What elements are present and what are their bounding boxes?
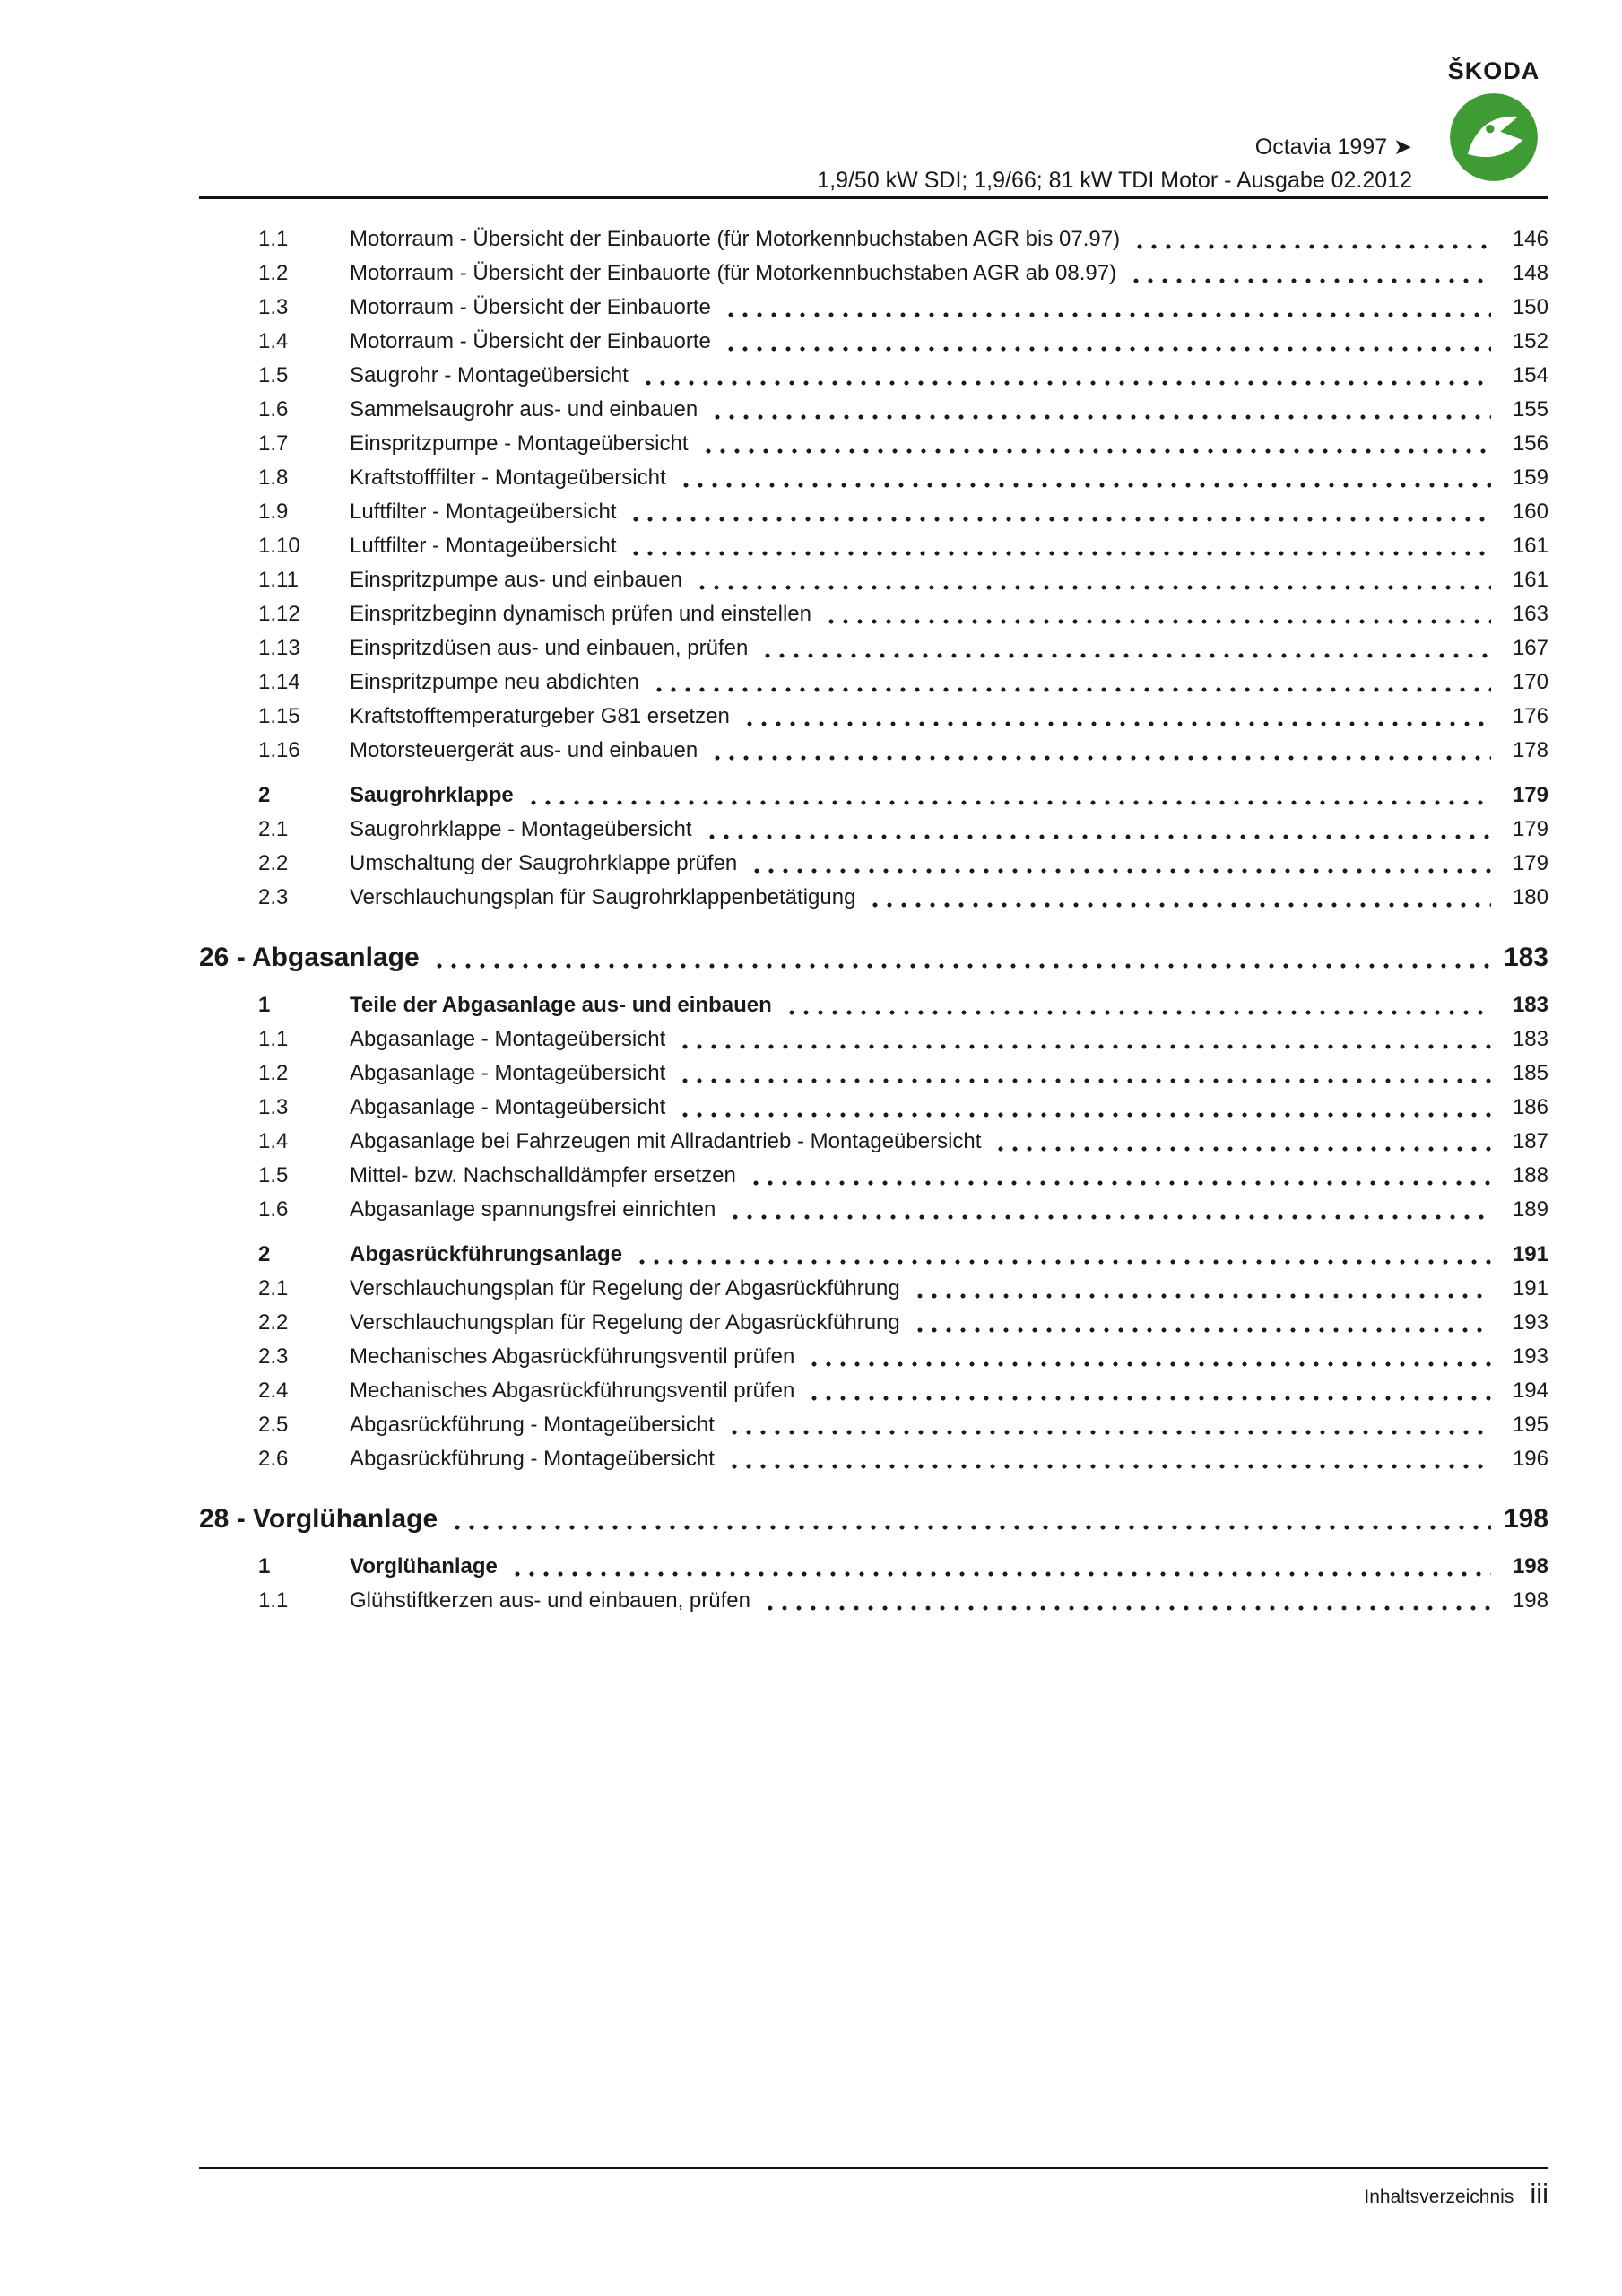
toc-entry-title: Saugrohrklappe	[350, 783, 514, 807]
toc-page-number: 152	[1512, 329, 1548, 353]
toc-page-number: 198	[1503, 1504, 1548, 1534]
toc-row	[199, 700, 1548, 734]
toc-row	[199, 1193, 1548, 1227]
toc-row	[199, 495, 1548, 529]
toc-entry-number: 1.10	[258, 534, 300, 558]
toc-page-number: 179	[1512, 783, 1548, 807]
toc-entry-number: 1.13	[258, 636, 300, 660]
toc-entry-title: Kraftstofftemperaturgeber G81 ersetzen	[350, 704, 730, 728]
toc-entry-number: 2.2	[258, 1310, 289, 1335]
toc-row	[199, 1159, 1548, 1193]
dotted-leader	[868, 902, 1491, 908]
toc-page-number: 183	[1512, 1027, 1548, 1051]
toc-entry-number: 1.3	[258, 295, 289, 319]
toc-row	[199, 597, 1548, 631]
dotted-leader	[526, 800, 1491, 805]
toc-entry-title: Verschlauchungsplan für Regelung der Abgasrückführung	[350, 1310, 900, 1335]
toc-page-number: 183	[1503, 943, 1548, 972]
toc-page-number: 189	[1512, 1197, 1548, 1222]
toc-entry-title: Einspritzpumpe neu abdichten	[350, 670, 639, 694]
toc-entry-number: 2.3	[258, 1344, 289, 1369]
dotted-leader	[629, 551, 1491, 556]
toc-page-number: 155	[1512, 397, 1548, 422]
toc-row	[199, 393, 1548, 427]
footer-label: Inhaltsverzeichnis	[1364, 2187, 1514, 2207]
toc-page-number: 167	[1512, 636, 1548, 660]
skoda-logo-icon	[1447, 91, 1540, 184]
toc-row	[199, 938, 1548, 978]
toc-entry-title: Einspritzpumpe - Montageübersicht	[350, 431, 689, 456]
dotted-leader	[695, 585, 1491, 590]
toc-entry-number: 1.8	[258, 465, 289, 490]
toc-row	[199, 1306, 1548, 1340]
footer	[199, 2178, 1548, 2210]
header	[817, 131, 1412, 197]
toc-page-number: 160	[1512, 500, 1548, 524]
footer-page-number: iii	[1530, 2178, 1548, 2209]
toc-entry-title: Verschlauchungsplan für Saugrohrklappenbetätigung	[350, 885, 856, 909]
toc-entry-number: 1.9	[258, 500, 289, 524]
toc-entry-number: 1.1	[258, 227, 289, 251]
toc-entry-title: Mechanisches Abgasrückführungsventil prüfen	[350, 1344, 795, 1369]
toc-entry-title: Abgasanlage bei Fahrzeugen mit Allradantrieb - Montageübersicht	[350, 1129, 982, 1153]
dotted-leader	[432, 963, 1491, 969]
toc-entry-number: 2.4	[258, 1378, 289, 1403]
dotted-leader	[760, 653, 1491, 658]
toc-page-number: 161	[1512, 534, 1548, 558]
toc-entry-title: Motorraum - Übersicht der Einbauorte (für Motorkennbuchstaben AGR bis 07.97)	[350, 227, 1121, 251]
toc-entry-title: Motorraum - Übersicht der Einbauorte	[350, 329, 711, 353]
dotted-leader	[724, 346, 1491, 352]
toc-page-number: 191	[1512, 1276, 1548, 1300]
toc-entry-title: Sammelsaugrohr aus- und einbauen	[350, 397, 698, 422]
dotted-leader	[641, 380, 1491, 386]
toc-entry-title: Luftfilter - Montageübersicht	[350, 500, 617, 524]
toc-row	[199, 665, 1548, 700]
brand-name: ŠKODA	[1447, 57, 1540, 84]
toc-entry-number: 2.5	[258, 1413, 289, 1437]
toc-row	[199, 1442, 1548, 1476]
toc-row	[199, 291, 1548, 325]
toc-entry-title: Abgasanlage - Montageübersicht	[350, 1027, 666, 1051]
toc-page-number: 156	[1512, 431, 1548, 456]
toc-page-number: 187	[1512, 1129, 1548, 1153]
toc-entry-number: 1.12	[258, 602, 300, 626]
dotted-leader	[510, 1571, 1491, 1577]
dotted-leader	[913, 1327, 1491, 1333]
toc-page-number: 198	[1512, 1554, 1548, 1578]
toc-row	[199, 222, 1548, 257]
toc-page-number: 170	[1512, 670, 1548, 694]
dotted-leader	[750, 868, 1491, 874]
toc-page-number: 146	[1512, 227, 1548, 251]
header-model-line: Octavia 1997 ➤	[1254, 135, 1412, 160]
toc-entry-number: 1.5	[258, 1163, 289, 1187]
toc-entry-number: 2	[258, 1242, 271, 1266]
toc-entry-title: Mechanisches Abgasrückführungsventil prüfen	[350, 1378, 795, 1403]
toc-entry-number: 1.16	[258, 738, 300, 762]
toc-row	[199, 847, 1548, 881]
toc-page-number: 163	[1512, 602, 1548, 626]
toc-row	[199, 325, 1548, 359]
dotted-leader	[710, 414, 1491, 420]
toc-entry-title: Abgasanlage - Montageübersicht	[350, 1061, 666, 1085]
toc-entry-number: 1.5	[258, 363, 289, 387]
toc-row	[199, 563, 1548, 597]
toc-row	[199, 1584, 1548, 1618]
toc-entry-title: Saugrohrklappe - Montageübersicht	[350, 817, 692, 841]
dotted-leader	[710, 755, 1491, 761]
toc-row	[199, 1500, 1548, 1539]
toc-row	[199, 461, 1548, 495]
dotted-leader	[679, 483, 1491, 488]
toc-entry-title: Einspritzdüsen aus- und einbauen, prüfen	[350, 636, 749, 660]
toc-entry-title: Vorglühanlage	[350, 1554, 498, 1578]
toc-row	[199, 1340, 1548, 1374]
toc-page-number: 183	[1512, 993, 1548, 1017]
toc-page-number: 161	[1512, 568, 1548, 592]
toc-page-number: 178	[1512, 738, 1548, 762]
toc-entry-number: 2.3	[258, 885, 289, 909]
toc-entry-title: Abgasanlage - Montageübersicht	[350, 1095, 666, 1119]
brand-block	[1434, 57, 1554, 188]
footer-divider	[199, 2167, 1548, 2169]
toc-entry-number: 1.11	[258, 568, 299, 592]
toc-row	[199, 1091, 1548, 1125]
toc-entry-number: 1	[258, 993, 271, 1017]
toc-row	[199, 1238, 1548, 1272]
toc-page-number: 179	[1512, 851, 1548, 875]
toc-entry-title: 28 - Vorglühanlage	[199, 1504, 438, 1534]
toc-entry-title: Abgasrückführung - Montageübersicht	[350, 1413, 715, 1437]
toc-entry-number: 1.4	[258, 1129, 289, 1153]
header-subtitle: 1,9/50 kW SDI; 1,9/66; 81 kW TDI Motor - Ausgabe 02.2012	[817, 168, 1412, 193]
toc-row	[199, 988, 1548, 1022]
toc-entry-title: Umschaltung der Saugrohrklappe prüfen	[350, 851, 738, 875]
toc-row	[199, 1374, 1548, 1408]
toc-entry-number: 1.15	[258, 704, 300, 728]
toc-row	[199, 529, 1548, 563]
dotted-leader	[913, 1293, 1491, 1299]
toc-entry-number: 2.2	[258, 851, 289, 875]
toc-entry-number: 2.1	[258, 1276, 289, 1300]
dotted-leader	[742, 721, 1491, 726]
toc-page-number: 188	[1512, 1163, 1548, 1187]
dotted-leader	[727, 1464, 1491, 1469]
toc-entry-number: 1.2	[258, 261, 289, 285]
dotted-leader	[763, 1605, 1491, 1611]
dotted-leader	[807, 1361, 1491, 1367]
toc-row	[199, 1272, 1548, 1306]
toc-page-number: 193	[1512, 1310, 1548, 1335]
toc-entry-number: 1.1	[258, 1027, 289, 1051]
toc-entry-number: 1	[258, 1554, 271, 1578]
toc-entry-title: Abgasanlage spannungsfrei einrichten	[350, 1197, 716, 1222]
toc-page-number: 154	[1512, 363, 1548, 387]
dotted-leader	[1129, 278, 1491, 283]
toc-row	[199, 359, 1548, 393]
toc-page-number: 198	[1512, 1588, 1548, 1613]
toc-entry-title: Teile der Abgasanlage aus- und einbauen	[350, 993, 772, 1017]
toc-list	[199, 222, 1548, 1618]
toc-row	[199, 1550, 1548, 1584]
header-divider	[199, 196, 1548, 199]
dotted-leader	[727, 1430, 1491, 1435]
toc-entry-title: Abgasrückführung - Montageübersicht	[350, 1447, 715, 1471]
toc-page-number: 195	[1512, 1413, 1548, 1437]
toc-page-number: 186	[1512, 1095, 1548, 1119]
dotted-leader	[635, 1259, 1491, 1265]
toc-entry-title: Saugrohr - Montageübersicht	[350, 363, 629, 387]
dotted-leader	[678, 1112, 1491, 1118]
dotted-leader	[450, 1525, 1491, 1530]
toc-entry-number: 1.1	[258, 1588, 289, 1613]
toc-entry-number: 2.1	[258, 817, 289, 841]
toc-entry-number: 2.6	[258, 1447, 289, 1471]
dotted-leader	[749, 1180, 1491, 1186]
dotted-leader	[652, 687, 1491, 692]
toc-row	[199, 778, 1548, 813]
dotted-leader	[629, 517, 1491, 522]
dotted-leader	[728, 1214, 1491, 1220]
toc-entry-number: 1.4	[258, 329, 289, 353]
toc-row	[199, 631, 1548, 665]
toc-row	[199, 1022, 1548, 1057]
toc-row	[199, 257, 1548, 291]
dotted-leader	[993, 1146, 1491, 1152]
dotted-leader	[785, 1010, 1491, 1015]
toc-entry-number: 1.6	[258, 397, 289, 422]
dotted-leader	[678, 1078, 1491, 1083]
toc-entry-number: 1.2	[258, 1061, 289, 1085]
toc-entry-title: Glühstiftkerzen aus- und einbauen, prüfen	[350, 1588, 750, 1613]
toc-entry-title: Motorsteuergerät aus- und einbauen	[350, 738, 698, 762]
toc-entry-number: 1.3	[258, 1095, 289, 1119]
toc-row	[199, 734, 1548, 768]
toc-entry-number: 1.14	[258, 670, 300, 694]
toc-page-number: 185	[1512, 1061, 1548, 1085]
dotted-leader	[1132, 244, 1491, 249]
toc-entry-title: Luftfilter - Montageübersicht	[350, 534, 617, 558]
toc-page-number: 180	[1512, 885, 1548, 909]
toc-entry-title: Motorraum - Übersicht der Einbauorte	[350, 295, 711, 319]
toc-page-number: 194	[1512, 1378, 1548, 1403]
toc-entry-title: 26 - Abgasanlage	[199, 943, 420, 972]
dotted-leader	[824, 619, 1491, 624]
toc-entry-title: Motorraum - Übersicht der Einbauorte (für Motorkennbuchstaben AGR ab 08.97)	[350, 261, 1117, 285]
dotted-leader	[807, 1396, 1491, 1401]
toc-entry-title: Mittel- bzw. Nachschalldämpfer ersetzen	[350, 1163, 736, 1187]
toc-page-number: 159	[1512, 465, 1548, 490]
toc-entry-title: Verschlauchungsplan für Regelung der Abgasrückführung	[350, 1276, 900, 1300]
toc-page-number: 150	[1512, 295, 1548, 319]
toc-entry-number: 1.7	[258, 431, 289, 456]
toc-entry-title: Abgasrückführungsanlage	[350, 1242, 623, 1266]
toc-page-number: 193	[1512, 1344, 1548, 1369]
toc-page-number: 176	[1512, 704, 1548, 728]
toc-row	[199, 1125, 1548, 1159]
dotted-leader	[705, 834, 1491, 839]
toc-page-number: 148	[1512, 261, 1548, 285]
toc-entry-title: Einspritzbeginn dynamisch prüfen und einstellen	[350, 602, 811, 626]
toc-row	[199, 1057, 1548, 1091]
toc-entry-number: 2	[258, 783, 271, 807]
toc-entry-title: Einspritzpumpe aus- und einbauen	[350, 568, 682, 592]
toc-page-number: 191	[1512, 1242, 1548, 1266]
toc-page-number: 179	[1512, 817, 1548, 841]
dotted-leader	[701, 448, 1491, 454]
toc-row	[199, 427, 1548, 461]
toc-page-number: 196	[1512, 1447, 1548, 1471]
toc-row	[199, 813, 1548, 847]
dotted-leader	[724, 312, 1491, 317]
toc-row	[199, 1408, 1548, 1442]
toc-entry-title: Kraftstofffilter - Montageübersicht	[350, 465, 666, 490]
toc-row	[199, 881, 1548, 915]
toc-entry-number: 1.6	[258, 1197, 289, 1222]
dotted-leader	[678, 1044, 1491, 1049]
